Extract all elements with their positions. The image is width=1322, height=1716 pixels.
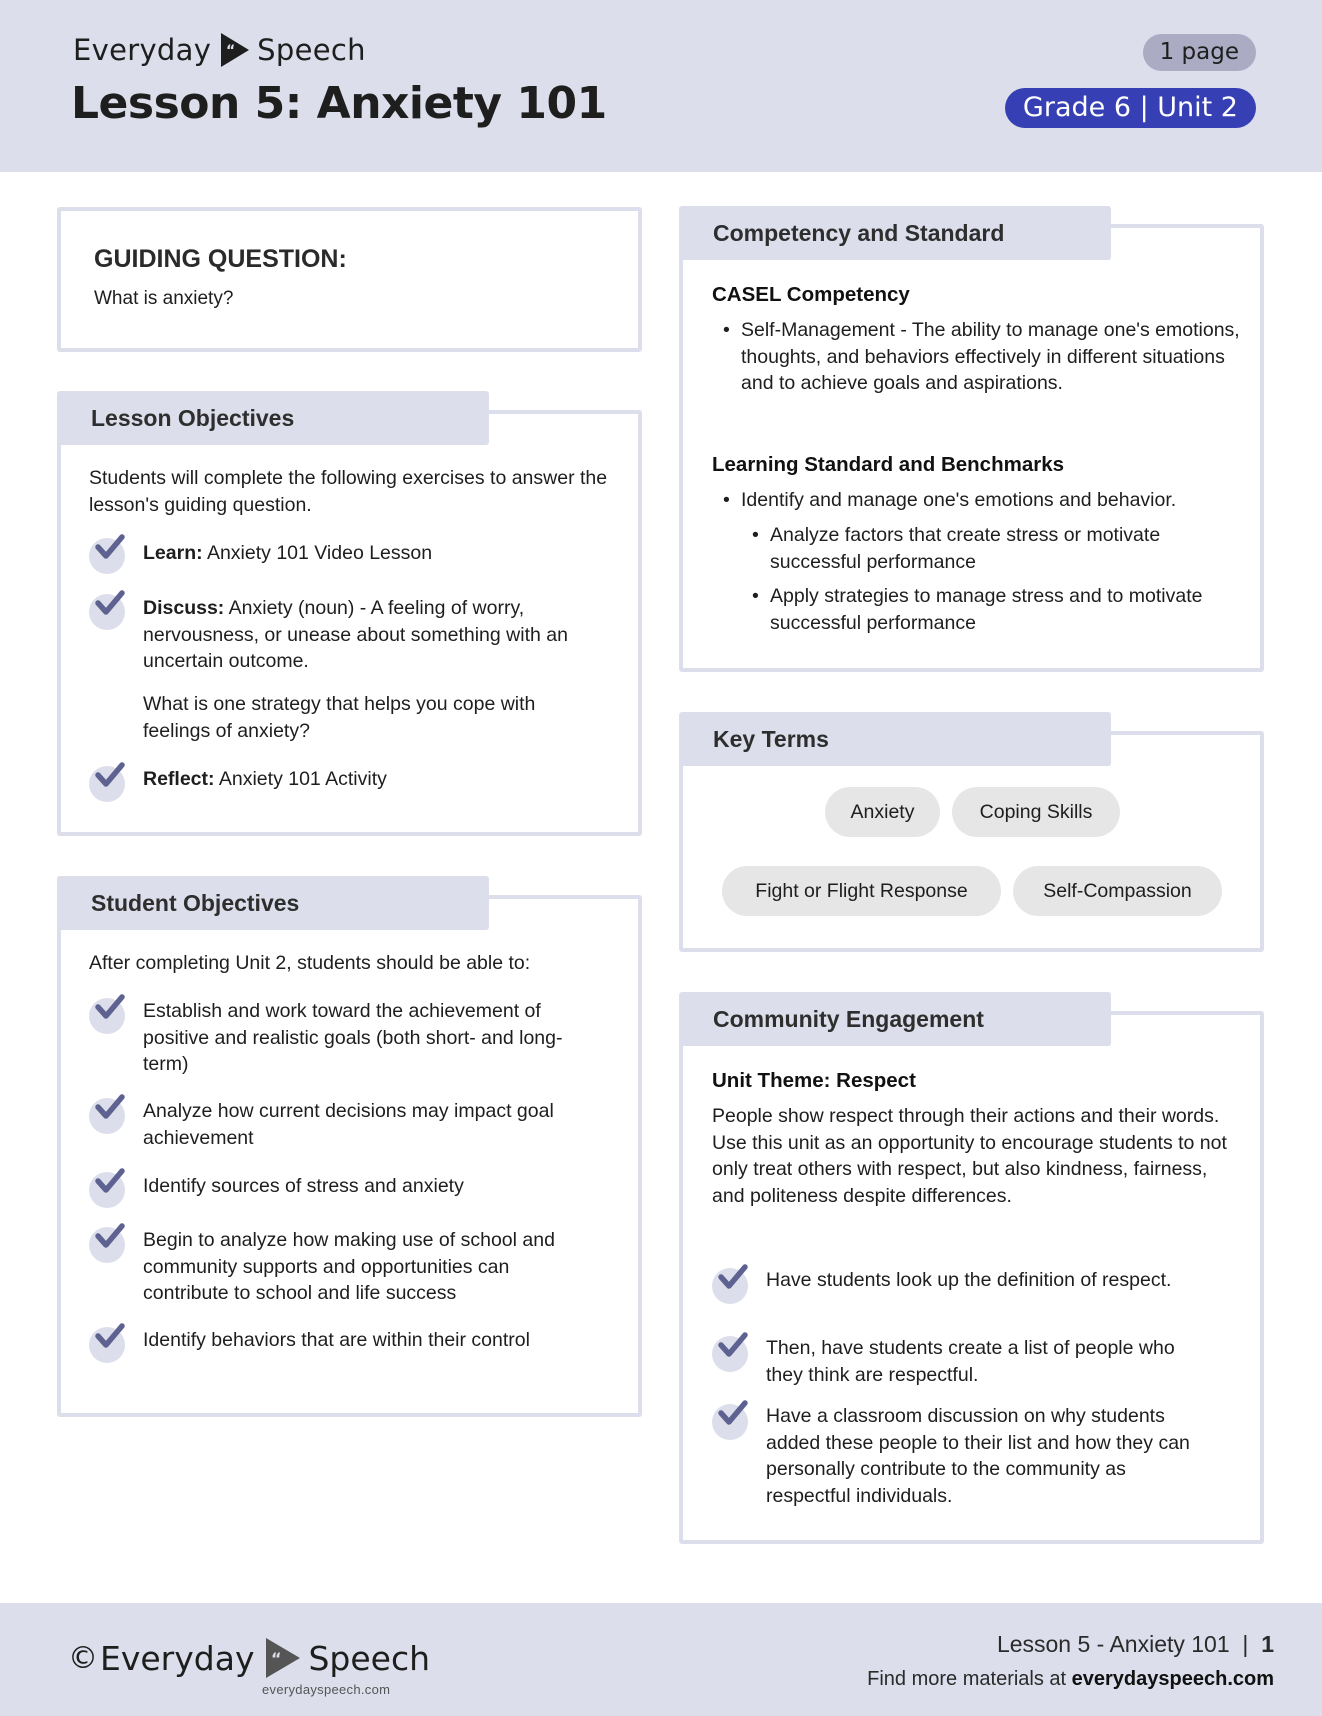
svg-text:“: “ (226, 43, 236, 59)
play-quote-icon (264, 1637, 302, 1679)
guiding-question-box (57, 207, 642, 352)
lesson-objectives-tab (57, 391, 489, 445)
page-header (0, 0, 1322, 172)
student-objective-item: Analyze how current decisions may impact goal achievement (143, 1100, 554, 1149)
casel-item: • Self-Management - The ability to manage one's emotions, thoughts, and behaviors effectively in different situations and to achieve goals and aspirations. (721, 317, 1241, 397)
student-objectives-tab (57, 876, 489, 930)
check-icon (89, 1094, 127, 1132)
key-terms-title: Key Terms (713, 725, 829, 752)
standard-item: • Identify and manage one's emotions and behavior. (721, 487, 1251, 514)
page-footer (0, 1603, 1322, 1716)
unit-theme-heading: Unit Theme: Respect (712, 1069, 916, 1092)
community-item: Then, have students create a list of people who they think are respectful. (766, 1337, 1175, 1386)
student-objective-item: Begin to analyze how making use of school and community supports and opportunities can contribute to school and life success (143, 1229, 555, 1304)
guiding-question-text: What is anxiety? (94, 288, 234, 309)
benchmark-item: • Apply strategies to manage stress and to motivate successful performance (750, 583, 1240, 636)
check-icon (89, 590, 127, 628)
svg-text:“: “ (271, 1649, 282, 1668)
community-item: Have a classroom discussion on why students added these people to their list and how they can personally contribute to the community as respectful individuals. (766, 1405, 1190, 1507)
community-description: People show respect through their actions and their words. Use this unit as an opportunity to encourage students to not only treat others with respect, but also kindness, fairness, and politeness despite differences. (712, 1105, 1227, 1207)
brand-name-left: Everyday (73, 33, 212, 67)
copyright-symbol: © (68, 1640, 98, 1676)
check-icon (89, 534, 127, 572)
check-icon (712, 1400, 750, 1438)
page-number: 1 (1261, 1631, 1274, 1657)
lesson-objective-reflect: Reflect: Anxiety 101 Activity (143, 768, 387, 790)
competency-tab (679, 206, 1111, 260)
lesson-objective-learn: Learn: Anxiety 101 Video Lesson (143, 542, 433, 564)
benchmark-item: • Analyze factors that create stress or motivate successful performance (750, 522, 1240, 575)
casel-heading: CASEL Competency (712, 283, 910, 306)
footer-brand-logo (68, 1637, 430, 1679)
play-quote-icon (219, 32, 251, 68)
community-tab (679, 992, 1111, 1046)
student-objectives-intro: After completing Unit 2, students should be able to: (89, 952, 531, 974)
key-term-pill: Anxiety (825, 787, 940, 837)
footer-website-link[interactable]: everydayspeech.com (1071, 1668, 1274, 1690)
footer-brand-left: Everyday (100, 1638, 255, 1678)
page-count-badge: 1 page (1143, 34, 1256, 71)
check-icon (89, 994, 127, 1032)
student-objectives-title: Student Objectives (91, 889, 300, 916)
check-icon (89, 1323, 127, 1361)
check-icon (712, 1264, 750, 1302)
lesson-objective-discuss: Discuss: Anxiety (noun) - A feeling of worry, nervousness, or unease about something with an uncertain outcome. (143, 597, 568, 672)
page-title: Lesson 5: Anxiety 101 (71, 78, 607, 129)
lesson-objective-discuss-prompt: What is one strategy that helps you cope with feelings of anxiety? (143, 693, 536, 742)
footer-brand-right: Speech (308, 1638, 431, 1678)
lesson-objectives-title: Lesson Objectives (91, 404, 295, 431)
guiding-question-heading: GUIDING QUESTION: (94, 245, 347, 273)
footer-brand-url: everydayspeech.com (262, 1682, 391, 1697)
check-icon (89, 762, 127, 800)
check-icon (89, 1168, 127, 1206)
community-title: Community Engagement (713, 1005, 984, 1032)
student-objective-item: Identify behaviors that are within their control (143, 1329, 530, 1351)
community-item: Have students look up the definition of respect. (766, 1269, 1172, 1291)
key-term-pill: Fight or Flight Response (722, 866, 1001, 916)
footer-find-more: Find more materials at everydayspeech.com (867, 1668, 1274, 1690)
standard-heading: Learning Standard and Benchmarks (712, 453, 1065, 476)
key-term-pill: Coping Skills (952, 787, 1120, 837)
check-icon (89, 1223, 127, 1261)
brand-logo (73, 32, 366, 68)
check-icon (712, 1332, 750, 1370)
key-term-pill: Self-Compassion (1013, 866, 1222, 916)
brand-name-right: Speech (257, 33, 366, 67)
student-objective-item: Identify sources of stress and anxiety (143, 1175, 464, 1197)
competency-title: Competency and Standard (713, 219, 1005, 246)
key-terms-tab (679, 712, 1111, 766)
grade-unit-badge: Grade 6 | Unit 2 (1005, 88, 1256, 128)
lesson-objectives-intro: Students will complete the following exercises to answer the lesson's guiding question. (89, 467, 608, 516)
footer-lesson-label: Lesson 5 - Anxiety 101 | 1 (996, 1631, 1274, 1657)
student-objective-item: Establish and work toward the achievement of positive and realistic goals (both short- and long-term) (143, 1000, 563, 1075)
